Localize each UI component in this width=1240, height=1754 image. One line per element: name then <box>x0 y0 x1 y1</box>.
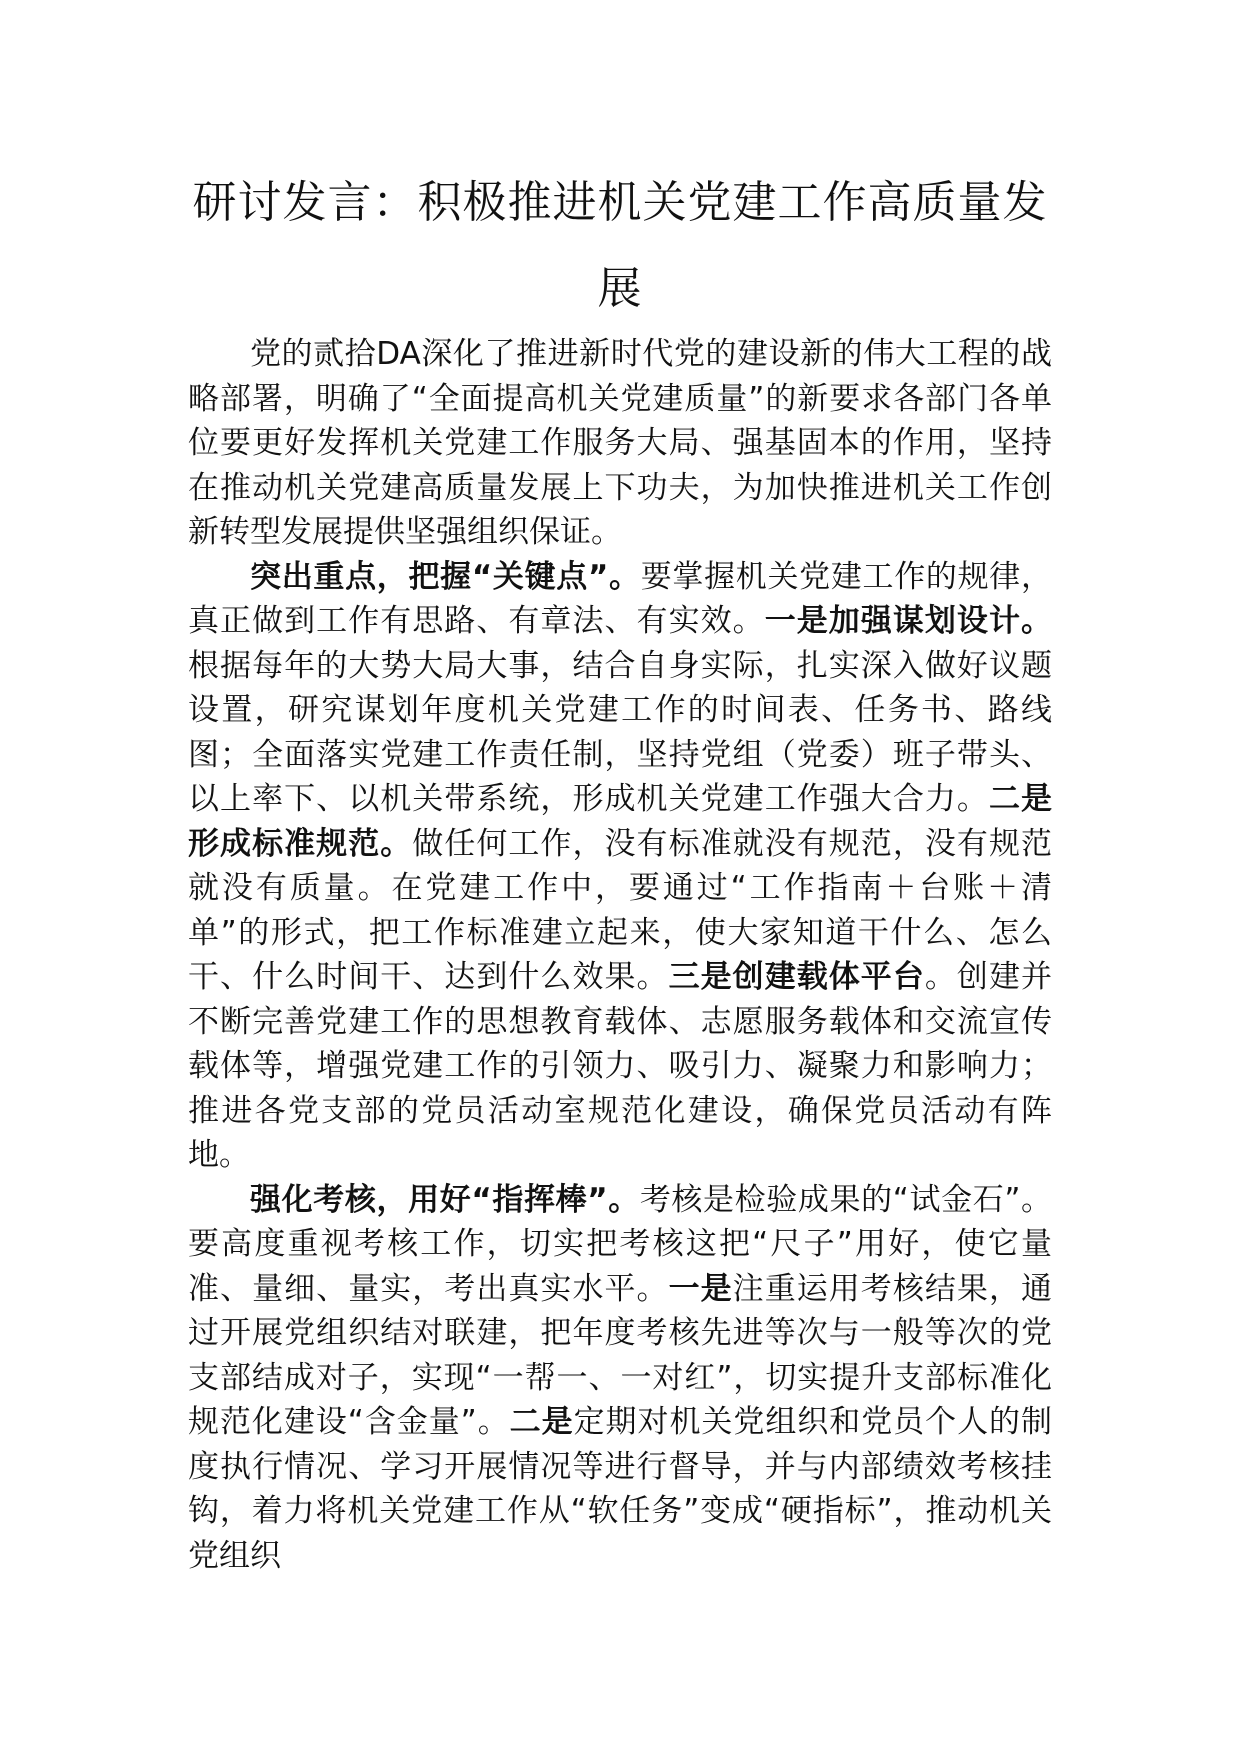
body-text: 党的贰拾DA深化了推进新时代党的建设新的伟大工程的战略部署，明确了“全面提高机关党建质量”的新要求各部门各单位要更好发挥机关党建工作服务大局、强基固本的作用，坚持在推动机关党建高质量发展上下功夫，为加快推进机关工作创新转型发展提供坚强组织保证。 <box>188 336 1052 550</box>
bold-heading-text: 二是形成标准规范。 <box>188 781 1053 862</box>
body-text: 。创建并不断完善党建工作的思想教育载体、志愿服务载体和交流宣传载体等，增强党建工作的引领力、吸引力、凝聚力和影响力；推进各党支部的党员活动室规范化建设，确保党员活动有阵地。 <box>188 959 1053 1173</box>
bold-heading-text: 二是 <box>509 1404 574 1440</box>
body-text: 考核是检验成果的“试金石”。要高度重视考核工作，切实把考核这把“尺子”用好，使它量准、量细、量实，考出真实水平。 <box>188 1181 1052 1307</box>
bold-heading-text: 突出重点，把握“关键点”。 <box>250 558 641 595</box>
document-title: 研讨发言：积极推进机关党建工作高质量发展 <box>192 177 1048 314</box>
paragraph <box>188 332 1052 555</box>
body-text: 要掌握机关党建工作的规律，真正做到工作有思路、有章法、有实效。 <box>188 558 1052 639</box>
bold-heading-text: 三是创建载体平台 <box>668 959 925 995</box>
bold-heading-text: 一是加强谋划设计。 <box>764 603 1053 639</box>
bold-heading-text: 一是 <box>668 1270 733 1307</box>
body-text: 根据每年的大势大局大事，结合自身实际，扎实深入做好议题设置，研究谋划年度机关党建工作的时间表、任务书、路线图；全面落实党建工作责任制，坚持党组（党委）班子带头、以上率下、以机关带系统，形成机关党建工作强大合力。 <box>188 647 1052 817</box>
body-text: 做任何工作，没有标准就没有规范，没有规范就没有质量。在党建工作中，要通过“工作指南＋台账＋清单”的形式，把工作标准建立起来，使大家知道干什么、怎么干、什么时间干、达到什么效果。 <box>188 825 1053 995</box>
document-page <box>188 160 1052 1578</box>
document-body <box>188 332 1052 1578</box>
body-text: 定期对机关党组织和党员个人的制度执行情况、学习开展情况等进行督导，并与内部绩效考核挂钩，着力将机关党建工作从“软任务”变成“硬指标”，推动机关党组织 <box>188 1404 1053 1574</box>
paragraph <box>188 555 1052 1178</box>
paragraph <box>188 1178 1052 1579</box>
body-text: 注重运用考核结果，通过开展党组织结对联建，把年度考核先进等次与一般等次的党支部结成对子，实现“一帮一、一对红”，切实提升支部标准化规范化建设“含金量”。 <box>188 1270 1053 1440</box>
bold-heading-text: 强化考核，用好“指挥棒”。 <box>250 1181 640 1218</box>
